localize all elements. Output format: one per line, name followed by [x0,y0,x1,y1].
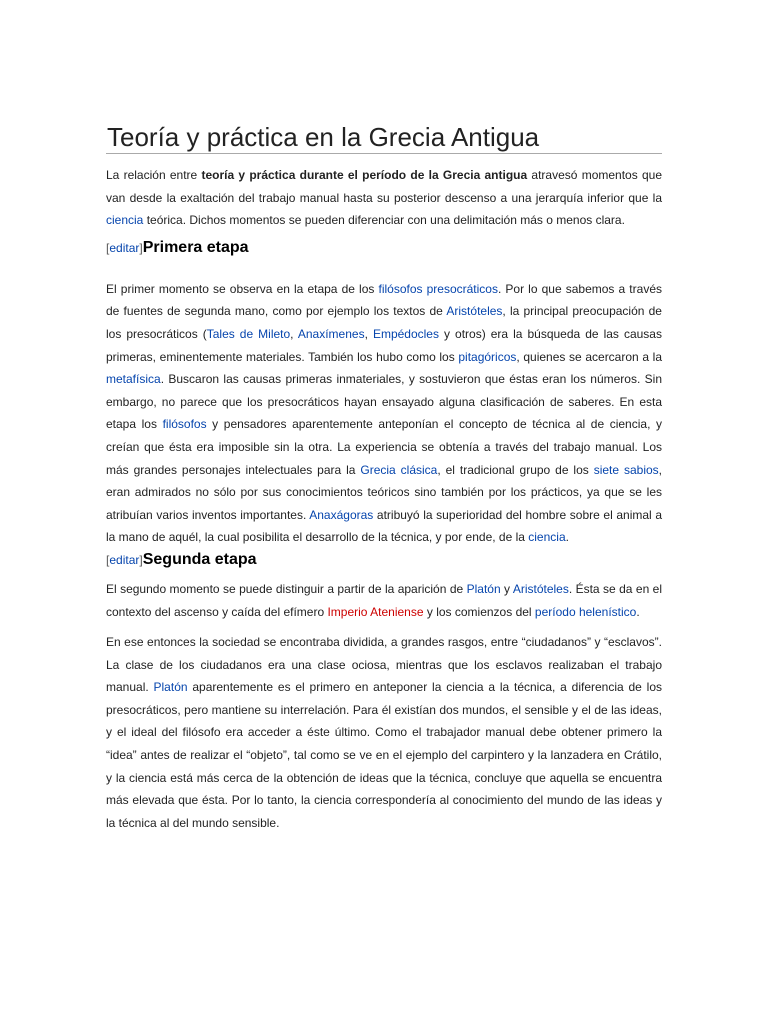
paragraph-text: , [290,326,298,341]
paragraph-text: y pensadores aparentemente anteponían el concepto de técnica al de ciencia, y creían que ésta era imposible sin la otra. La experiencia se obtenía a través del trabajo manual. Los más grandes personajes intelectuales para la [106,417,662,477]
link-anaximenes[interactable]: Anaxímenes [297,326,365,341]
link-periodo-helenistico[interactable]: período helenístico [534,604,637,619]
link-empedocles[interactable]: Empédocles [372,326,439,341]
paragraph-text: y otros) era la búsqueda de las causas primeras, eminentemente materiales. También los hubo como los [106,326,662,364]
paragraph-text: , el tradicional grupo de los [437,462,594,477]
article [106,122,662,834]
link-siete-sabios[interactable]: siete sabios [593,462,659,477]
link-platon[interactable]: Platón [466,581,501,596]
paragraph-text: atribuyó la superioridad del hombre sobre el animal a la mano de aquél, la cual posibilita el desarrollo de la técnica, y por ende, de la [106,507,662,545]
section-title: Segunda etapa [142,550,257,568]
link-grecia-clasica[interactable]: Grecia clásica [360,462,438,477]
page-title: Teoría y práctica en la Grecia Antigua [106,122,662,154]
link-anaxagoras[interactable]: Anaxágoras [309,507,374,522]
link-filosofos-presocraticos[interactable]: filósofos presocráticos [378,281,498,296]
intro-paragraph [106,164,662,232]
paragraph-text: En ese entonces la sociedad se encontraba dividida, a grandes rasgos, entre “ciudadanos” y “esclavos”. La clase de los ciudadanos era una clase ociosa, mientras que los esclavos realizaban el trabajo manual. [106,635,662,695]
section-heading-primera-etapa [106,237,662,259]
paragraph-text: . [636,604,640,619]
paragraph-text: , la principal preocupación de los presocráticos ( [106,304,662,341]
section-title: Primera etapa [142,238,249,256]
intro-text: La relación entre [106,168,202,182]
paragraph-text: El primer momento se observa en la etapa de los [106,281,379,296]
edit-bracket-close: ] [139,240,143,255]
edit-bracket-open: [ [106,240,110,255]
edit-bracket-open: [ [106,552,110,567]
link-platon[interactable]: Platón [153,680,188,695]
edit-link-section1[interactable]: editar [109,240,140,255]
edit-bracket-close: ] [139,552,143,567]
link-tales-de-mileto[interactable]: Tales de Mileto [206,326,291,341]
paragraph-text: , quienes se acercaron a la [516,349,662,364]
section2-paragraph-2 [106,631,662,834]
link-ciencia[interactable]: ciencia [106,213,144,228]
link-filosofos[interactable]: filósofos [162,417,207,432]
section1-paragraph [106,278,662,549]
link-ciencia[interactable]: ciencia [528,530,566,545]
paragraph-text: y los comienzos del [423,604,535,619]
link-imperio-ateniense[interactable]: Imperio Ateniense [327,604,424,619]
paragraph-text: . [565,530,569,545]
intro-text: atravesó momentos que van desde la exaltación del trabajo manual hasta su posterior descenso a una jerarquía inferior que la [106,168,662,205]
intro-bold-text: teoría y práctica durante el período de la Grecia antigua [201,168,528,182]
paragraph-text: , [364,326,373,341]
paragraph-text: El segundo momento se puede distinguir a partir de la aparición de [106,581,467,596]
paragraph-text: y [500,581,513,596]
paragraph-text: aparentemente es el primero en anteponer la ciencia a la técnica, a diferencia de los presocráticos, pero mantiene su interrelación. Para él existían dos mundos, el sensible y el de las ideas, y el ideal del filósofo era acceder a éste último. Como el trabajador manual debe obtener primero la “idea” antes de realizar el “objeto”, tal como se ve en el ejemplo del carpintero y la lanzadera en Crátilo, y la ciencia está más cerca de la obtención de ideas que la técnica, concluye que aquella se encuentra más elevada que ésta. Por lo tanto, la ciencia correspondería al conocimiento del mundo de las ideas y la técnica al del mundo sensible. [106,680,662,830]
link-pitagoricos[interactable]: pitagóricos [458,349,517,364]
section2-paragraph-1 [106,578,662,623]
link-aristoteles[interactable]: Aristóteles [512,581,569,596]
link-aristoteles[interactable]: Aristóteles [446,304,503,319]
intro-text: teórica. Dichos momentos se pueden diferenciar con una delimitación más o menos clara. [143,213,625,228]
edit-link-section2[interactable]: editar [109,552,140,567]
paragraph-text: , eran admirados no sólo por sus conocimientos teóricos sino también por los prácticos, ya que se les atribuían varios inventos importantes. [106,462,663,522]
paragraph-text: . Por lo que sabemos a través de fuentes de segunda mano, como por ejemplo los textos de [106,281,662,319]
section-heading-segunda-etapa [106,549,662,571]
paragraph-text: . Buscaron las causas primeras inmateriales, y sostuvieron que éstas eran los números. Sin embargo, no parece que los presocráticos hayan ensayado alguna clasificación de saberes. En esta etapa los [106,372,662,432]
link-metafisica[interactable]: metafísica [106,372,161,387]
paragraph-text: . Ésta se da en el contexto del ascenso y caída del efímero [106,581,662,619]
